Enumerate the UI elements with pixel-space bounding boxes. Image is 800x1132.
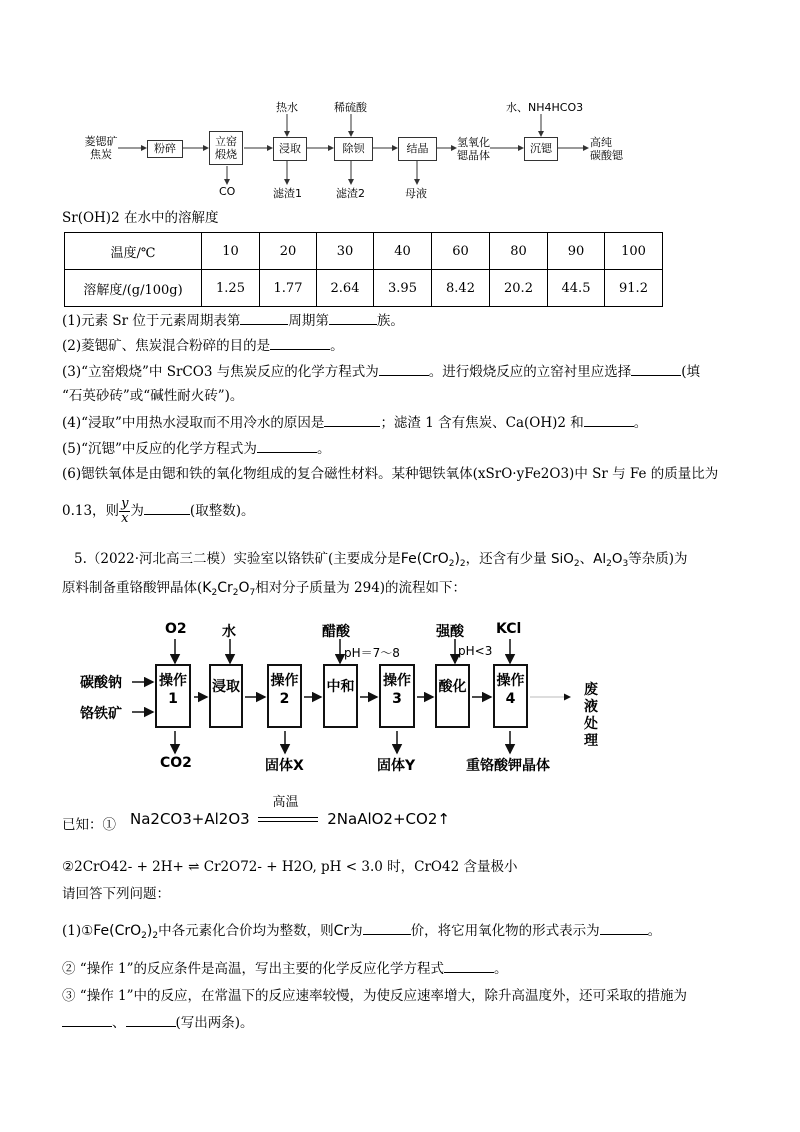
sub-question-3: ③ “操作 1”中的反应，在常温下的反应速率较慢，为使反应速率增大，除升高温度外，还可采取的措施为 — [62, 988, 687, 1004]
question-2: (2)菱锶矿、焦炭混合粉碎的目的是 。 — [62, 335, 344, 356]
answer-blank[interactable] — [144, 500, 190, 515]
answer-blank[interactable] — [379, 361, 429, 376]
flow2-box-leach: 浸取 — [209, 664, 243, 728]
flow1-mid-label: 氢氧化 锶晶体 — [457, 136, 490, 162]
flow2-box-op3: 操作3 — [379, 664, 415, 728]
table-cell: 30 — [317, 233, 374, 270]
answer-blank[interactable] — [62, 1012, 112, 1027]
answer-blank[interactable] — [631, 361, 681, 376]
sub-question-1: $(1)①Fe(CrO_2)_2$中各元素化合价均为整数，则Cr为 价，将它用氧化物的形式表示为 。 — [62, 920, 661, 946]
sub-question-2: ② “操作 1”的反应条件是高温，写出主要的化学反应化学方程式 。 — [62, 958, 507, 979]
answer-blank[interactable] — [584, 412, 634, 427]
flow2-top-o2: O2 — [165, 621, 187, 637]
flow1-top-hotwater: 热水 — [276, 101, 298, 114]
flow2-box-neutralize: 中和 — [323, 664, 358, 728]
answer-blank[interactable] — [257, 438, 317, 453]
question-6: (6)锶铁氧体是由锶和铁的氧化物组成的复合磁性材料。某种锶铁氧体(xSrO·yFe2O3)中 Sr 与 Fe 的质量比为 — [62, 466, 719, 482]
flow2-top-ph-7-8: pH＝7～8 — [344, 646, 400, 660]
flow1-top-acid: 稀硫酸 — [334, 101, 367, 114]
flow2-top-kcl: KCl — [496, 621, 522, 637]
answer-blank[interactable] — [444, 958, 494, 973]
sub-question-3-continued: 、 (写出两条)。 — [62, 1012, 254, 1033]
table-cell: 3.95 — [374, 270, 432, 307]
question-1: (1)元素 Sr 位于元素周期表第 周期第 族。 — [62, 310, 404, 331]
flow1-bottom-residue2: 滤渣2 — [336, 187, 365, 200]
question-5: (5)“沉锶”中反应的化学方程式为 。 — [62, 438, 330, 459]
flow2-box-op2: 操作2 — [267, 664, 302, 728]
flow2-input-chromite: 铬铁矿 — [80, 706, 122, 722]
flow2-waste-treatment: 废液处理 — [584, 682, 598, 749]
fraction-y-over-x: $\frac{y}{x}$ — [121, 496, 129, 526]
flow1-box-crystallize: 结晶 — [398, 137, 437, 161]
problem-5-line-1: 5.（2022·河北高三二模）实验室以铬铁矿(主要成分是$Fe(CrO_2)_2$，还含有少量 SiO$_2$、$Al_2O_3$等杂质)为 — [74, 551, 688, 569]
flow2-bottom-solid-y: 固体Y — [377, 758, 416, 774]
table-cell: 90 — [548, 233, 605, 270]
question-4: (4)“浸取”中用热水浸取而不用冷水的原因是 ；滤渣 1 含有焦炭、Ca(OH)2 和 。 — [62, 412, 647, 433]
answer-blank[interactable] — [270, 335, 330, 350]
table-cell: 8.42 — [432, 270, 490, 307]
flow1-box-crush: 粉碎 — [147, 140, 183, 158]
flow2-bottom-solid-x: 固体X — [265, 758, 304, 774]
answer-blank[interactable] — [126, 1012, 176, 1027]
flow1-input: 菱锶矿 焦炭 — [84, 135, 118, 161]
table-cell: 80 — [490, 233, 548, 270]
flow2-top-water: 水 — [222, 624, 236, 640]
flow1-product: 高纯 碳酸锶 — [590, 136, 623, 162]
flow1-box-leach: 浸取 — [273, 137, 307, 161]
answer-blank[interactable] — [324, 412, 380, 427]
flow1-box-debarium: 除钡 — [334, 137, 373, 161]
table-cell: 60 — [432, 233, 490, 270]
answer-blank[interactable] — [240, 310, 288, 325]
flow1-top-water-nh4hco3: 水、NH4HCO3 — [506, 101, 584, 114]
table-cell: 20 — [260, 233, 317, 270]
table-header-temp: 温度/℃ — [65, 233, 202, 270]
question-3: (3)“立窑煅烧”中 SrCO3 与焦炭反应的化学方程式为 。进行煅烧反应的立窑衬里应选择 (填 — [62, 361, 700, 382]
table-cell: 1.25 — [202, 270, 260, 307]
table-cell: 100 — [605, 233, 663, 270]
known-2: ②2CrO42- + 2H+ ⇌ Cr2O72- + H2O, pH < 3.0 时，CrO42 含量极小 — [62, 859, 518, 875]
known-1-equation: Na2CO3+Al2O3 高温 2NaAlO2+CO2↑ — [130, 795, 450, 828]
solubility-table — [64, 232, 663, 307]
table-cell: 20.2 — [490, 270, 548, 307]
question-6-continued: 0.13，则 $\frac{y}{x}$ 为 (取整数)。 — [62, 496, 255, 526]
answer-blank[interactable] — [600, 920, 648, 935]
flow1-bottom-residue1: 滤渣1 — [273, 187, 302, 200]
flow2-box-op1: 操作1 — [155, 664, 191, 728]
table-cell: 40 — [374, 233, 432, 270]
flow1-bottom-mother-liquor: 母液 — [405, 187, 427, 200]
reaction-arrow: 高温 — [258, 817, 318, 822]
answer-prompt: 请回答下列问题： — [62, 886, 170, 902]
answer-blank[interactable] — [329, 310, 377, 325]
table-cell: 91.2 — [605, 270, 663, 307]
flow1-box-precipitate: 沉锶 — [524, 137, 558, 161]
flowchart-1-arrows — [0, 0, 800, 200]
table-cell: 44.5 — [548, 270, 605, 307]
flow2-top-strong-acid: 强酸 — [436, 624, 464, 640]
problem-5-line-2: 原料制备重铬酸钾晶体($K_2Cr_2O_7$相对分子质量为 294)的流程如下： — [62, 580, 467, 598]
table-caption: Sr(OH)2 在水中的溶解度 — [62, 210, 219, 226]
flow2-box-op4: 操作4 — [493, 664, 528, 728]
flow2-bottom-product: 重铬酸钾晶体 — [466, 758, 550, 774]
flow1-box-calcine: 立窑煅烧 — [209, 131, 243, 165]
question-3-continued: “石英砂砖”或“碱性耐火砖”)。 — [62, 388, 244, 404]
table-cell: 1.77 — [260, 270, 317, 307]
flow2-input-sodium-carbonate: 碳酸钠 — [80, 675, 122, 691]
table-cell: 10 — [202, 233, 260, 270]
flow2-top-ph-lt-3: pH<3 — [458, 644, 493, 658]
flow2-bottom-co2: CO2 — [160, 755, 192, 771]
flow2-top-acetic-acid: 醋酸 — [322, 624, 350, 640]
table-header-solubility: 溶解度/(g/100g) — [65, 270, 202, 307]
answer-blank[interactable] — [363, 920, 411, 935]
table-row — [65, 270, 663, 307]
known-1: 已知：① — [62, 817, 116, 833]
table-row — [65, 233, 663, 270]
flow1-bottom-co: CO — [219, 185, 236, 198]
flow2-box-acidify: 酸化 — [435, 664, 470, 728]
table-cell: 2.64 — [317, 270, 374, 307]
